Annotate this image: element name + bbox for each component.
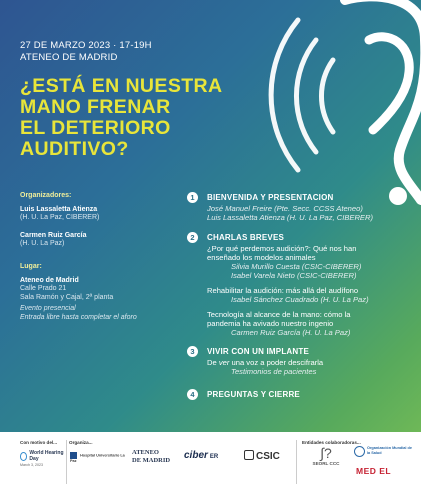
ateneo-line1: ATENEO — [132, 449, 159, 456]
implant-line-emphasis: ver — [218, 358, 230, 367]
entidades-label: Entidades colaboradoras... — [302, 440, 361, 445]
info-column — [20, 192, 180, 323]
talk-title: Rehabilitar la audición: más allá del audífono — [207, 286, 359, 295]
section-title: PREGUNTAS Y CIERRE — [207, 390, 300, 399]
ateneo-line2: DE MADRID — [132, 456, 171, 464]
csic-mark-icon — [244, 450, 254, 460]
place-room: Sala Ramón y Cajal, 2ª planta — [20, 293, 114, 301]
agenda — [187, 193, 412, 401]
agenda-section-closing — [187, 390, 412, 399]
seorl-swirl-icon: ∫? — [320, 445, 332, 461]
csic-text: CSIC — [256, 451, 280, 462]
place-address: Calle Prado 21 — [20, 285, 67, 293]
title-line: MANO FRENAR — [20, 96, 171, 118]
hulp-logo — [70, 452, 126, 464]
organizer — [20, 232, 180, 249]
event-title — [20, 76, 240, 160]
agenda-section-talks — [187, 233, 412, 337]
title-line: EL DETERIORO — [20, 117, 171, 139]
organiza-label: Organiza... — [69, 440, 93, 445]
implant-line-pre: De — [207, 358, 217, 367]
talk-title: ¿Por qué perdemos audición?: Qué nos han — [207, 244, 357, 253]
place-name: Ateneo de Madrid — [20, 276, 79, 284]
section-number: 1 — [187, 192, 198, 203]
sponsor-footer — [0, 432, 421, 500]
section-number: 3 — [187, 346, 198, 357]
agenda-section-welcome — [187, 193, 412, 222]
csic-logo — [244, 450, 280, 463]
footer-divider — [296, 440, 297, 484]
implant-line-post: una voz a poder descifrarla — [231, 358, 324, 367]
oms-name: Organización Mundial de la Salud — [367, 446, 412, 455]
ateneo-logo — [132, 449, 170, 464]
date-line: 27 DE MARZO 2023 · 17-19H — [20, 40, 152, 51]
section-number: 4 — [187, 389, 198, 400]
hulp-name: Hospital Universitario La Paz — [70, 453, 125, 463]
speaker: José Manuel Freire (Pte. Secc. CCSS Ateneo) — [207, 204, 363, 213]
section-title: CHARLAS BREVES — [207, 233, 285, 242]
medel-logo: MED EL — [356, 466, 392, 476]
talk-title: Tecnología al alcance de la mano: cómo la — [207, 310, 351, 319]
section-number: 2 — [187, 232, 198, 243]
organizer-name: Carmen Ruiz García — [20, 231, 87, 239]
oms-logo — [354, 446, 414, 457]
seorl-logo — [306, 446, 346, 467]
venue-line: ATENEO DE MADRID — [20, 52, 118, 63]
section-title: BIENVENIDA Y PRESENTACION — [207, 193, 334, 202]
implant-talk-line — [207, 358, 412, 367]
ear-logo-icon — [20, 452, 27, 461]
entry-note: Entrada libre hasta completar el aforo — [20, 313, 137, 321]
speaker: Luis Lassaletta Atienza (H. U. La Paz, CIBERER) — [207, 213, 374, 222]
organizer-org: (H. U. La Paz, CIBERER) — [20, 214, 100, 222]
ciber-logo — [184, 450, 218, 463]
speaker: Carmen Ruiz García (H. U. La Paz) — [231, 328, 351, 337]
seorl-name: SEORL CCC — [312, 461, 340, 466]
organizer — [20, 206, 180, 223]
talk-title: pandemia ha avivado nuestro ingenio — [207, 319, 334, 328]
whd-name: World Hearing Day — [29, 450, 64, 462]
title-line: ¿ESTÁ EN NUESTRA — [20, 75, 223, 97]
section-title: VIVIR CON UN IMPLANTE — [207, 347, 309, 356]
motivo-label: Con motivo del... — [20, 440, 58, 445]
speaker: Isabel Varela Nieto (CSIC-CIBERER) — [231, 271, 357, 280]
talk-title: enseñado los modelos animales — [207, 253, 316, 262]
title-line: AUDITIVO? — [20, 138, 129, 160]
place-label: Lugar: — [20, 262, 42, 270]
whd-date: March 3, 2023 — [20, 463, 43, 467]
agenda-section-implant — [187, 347, 412, 376]
ciber-text: ciber — [184, 450, 208, 461]
who-emblem-icon — [354, 446, 365, 457]
organizers-label: Organizadores: — [20, 192, 72, 199]
speaker: Silvia Murillo Cuesta (CSIC-CIBERER) — [231, 262, 362, 271]
organizer-org: (H. U. La Paz) — [20, 240, 65, 248]
hulp-icon — [70, 452, 77, 459]
event-datetime — [20, 40, 152, 64]
world-hearing-day-logo — [20, 451, 64, 469]
organizer-name: Luis Lassaletta Atienza — [20, 205, 98, 213]
ciber-er-text: ER — [209, 454, 219, 460]
event-format-note: Evento presencial — [20, 305, 76, 313]
implant-subtitle: Testimonios de pacientes — [231, 367, 317, 376]
speaker: Isabel Sánchez Cuadrado (H. U. La Paz) — [231, 295, 369, 304]
footer-divider — [66, 440, 67, 484]
